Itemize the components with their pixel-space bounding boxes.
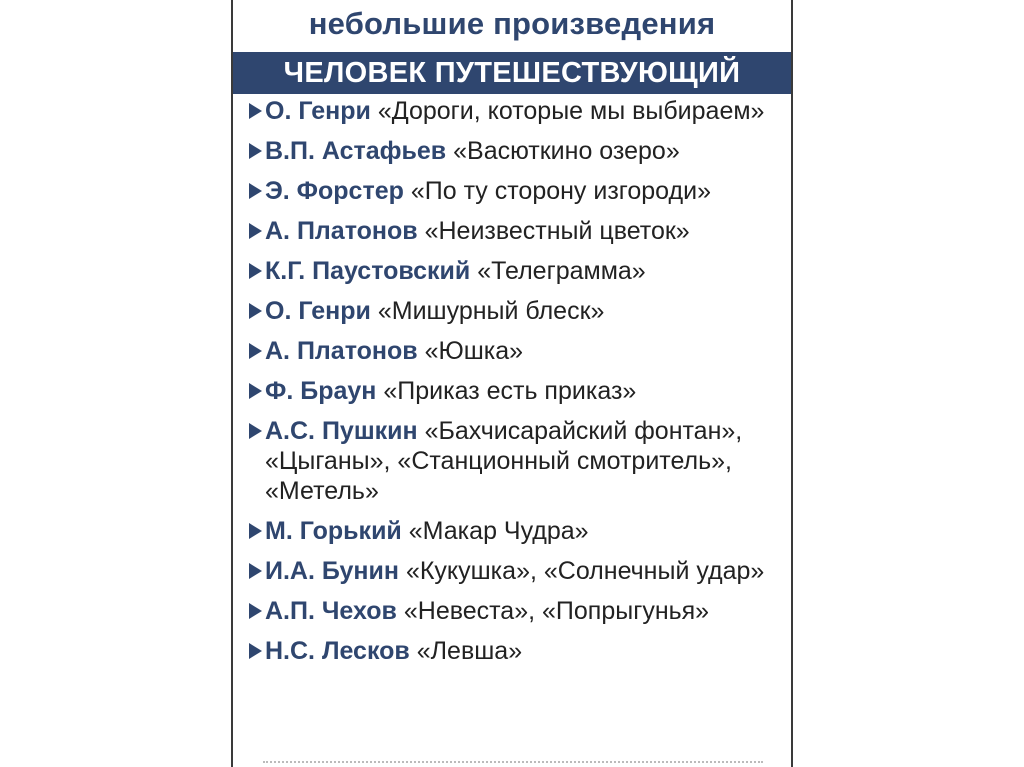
triangle-right-icon (249, 563, 262, 579)
author-name: В.П. Астафьев (265, 137, 447, 165)
author-name: М. Горький (265, 517, 402, 545)
work-title: «Приказ есть приказ» (383, 377, 637, 405)
author-name: А. Платонов (265, 217, 418, 245)
work-title: «Телеграмма» (477, 257, 646, 285)
work-title: «Мишурный блеск» (377, 297, 605, 325)
work-title: «Дороги, которые мы выбираем» (377, 97, 765, 125)
list-item (249, 296, 789, 326)
work-title: «Васюткино озеро» (453, 137, 680, 165)
author-name: К.Г. Паустовский (265, 257, 471, 285)
work-title: «Бахчисарайский фонтан», «Цыганы», «Станционный смотритель», «Метель» (265, 417, 743, 505)
triangle-right-icon (249, 303, 262, 319)
list-item (249, 416, 789, 506)
author-name: И.А. Бунин (265, 557, 399, 585)
author-name: О. Генри (265, 97, 371, 125)
list-item (249, 596, 789, 626)
triangle-right-icon (249, 423, 262, 439)
triangle-right-icon (249, 643, 262, 659)
triangle-right-icon (249, 103, 262, 119)
author-name: А.П. Чехов (265, 597, 397, 625)
triangle-right-icon (249, 343, 262, 359)
author-name: А.С. Пушкин (265, 417, 418, 445)
author-name: О. Генри (265, 297, 371, 325)
document-page (231, 0, 793, 767)
triangle-right-icon (249, 263, 262, 279)
triangle-right-icon (249, 523, 262, 539)
work-title: «Невеста», «Попрыгунья» (403, 597, 710, 625)
list-item (249, 516, 789, 546)
list-item (249, 176, 789, 206)
work-title: «Макар Чудра» (408, 517, 589, 545)
list-item (249, 256, 789, 286)
page-heading: небольшие произведения (308, 6, 716, 41)
list-item (249, 136, 789, 166)
author-name: Ф. Браун (265, 377, 377, 405)
triangle-right-icon (249, 183, 262, 199)
triangle-right-icon (249, 603, 262, 619)
list-item (249, 336, 789, 366)
section-banner: ЧЕЛОВЕК ПУТЕШЕСТВУЮЩИЙ (233, 52, 791, 94)
work-title: «Кукушка», «Солнечный удар» (405, 557, 765, 585)
work-title: «Юшка» (424, 337, 524, 365)
list-item (249, 216, 789, 246)
work-title: «По ту сторону изгороди» (410, 177, 711, 205)
author-name: Э. Форстер (265, 177, 404, 205)
triangle-right-icon (249, 383, 262, 399)
list-item (249, 636, 789, 666)
triangle-right-icon (249, 223, 262, 239)
triangle-right-icon (249, 143, 262, 159)
work-title: «Левша» (416, 637, 523, 665)
work-title: «Неизвестный цветок» (424, 217, 690, 245)
list-item (249, 556, 789, 586)
cut-off-text-line (263, 761, 763, 767)
list-item (249, 96, 789, 126)
list-item (249, 376, 789, 406)
author-name: А. Платонов (265, 337, 418, 365)
works-list (249, 96, 789, 676)
author-name: Н.С. Лесков (265, 637, 410, 665)
